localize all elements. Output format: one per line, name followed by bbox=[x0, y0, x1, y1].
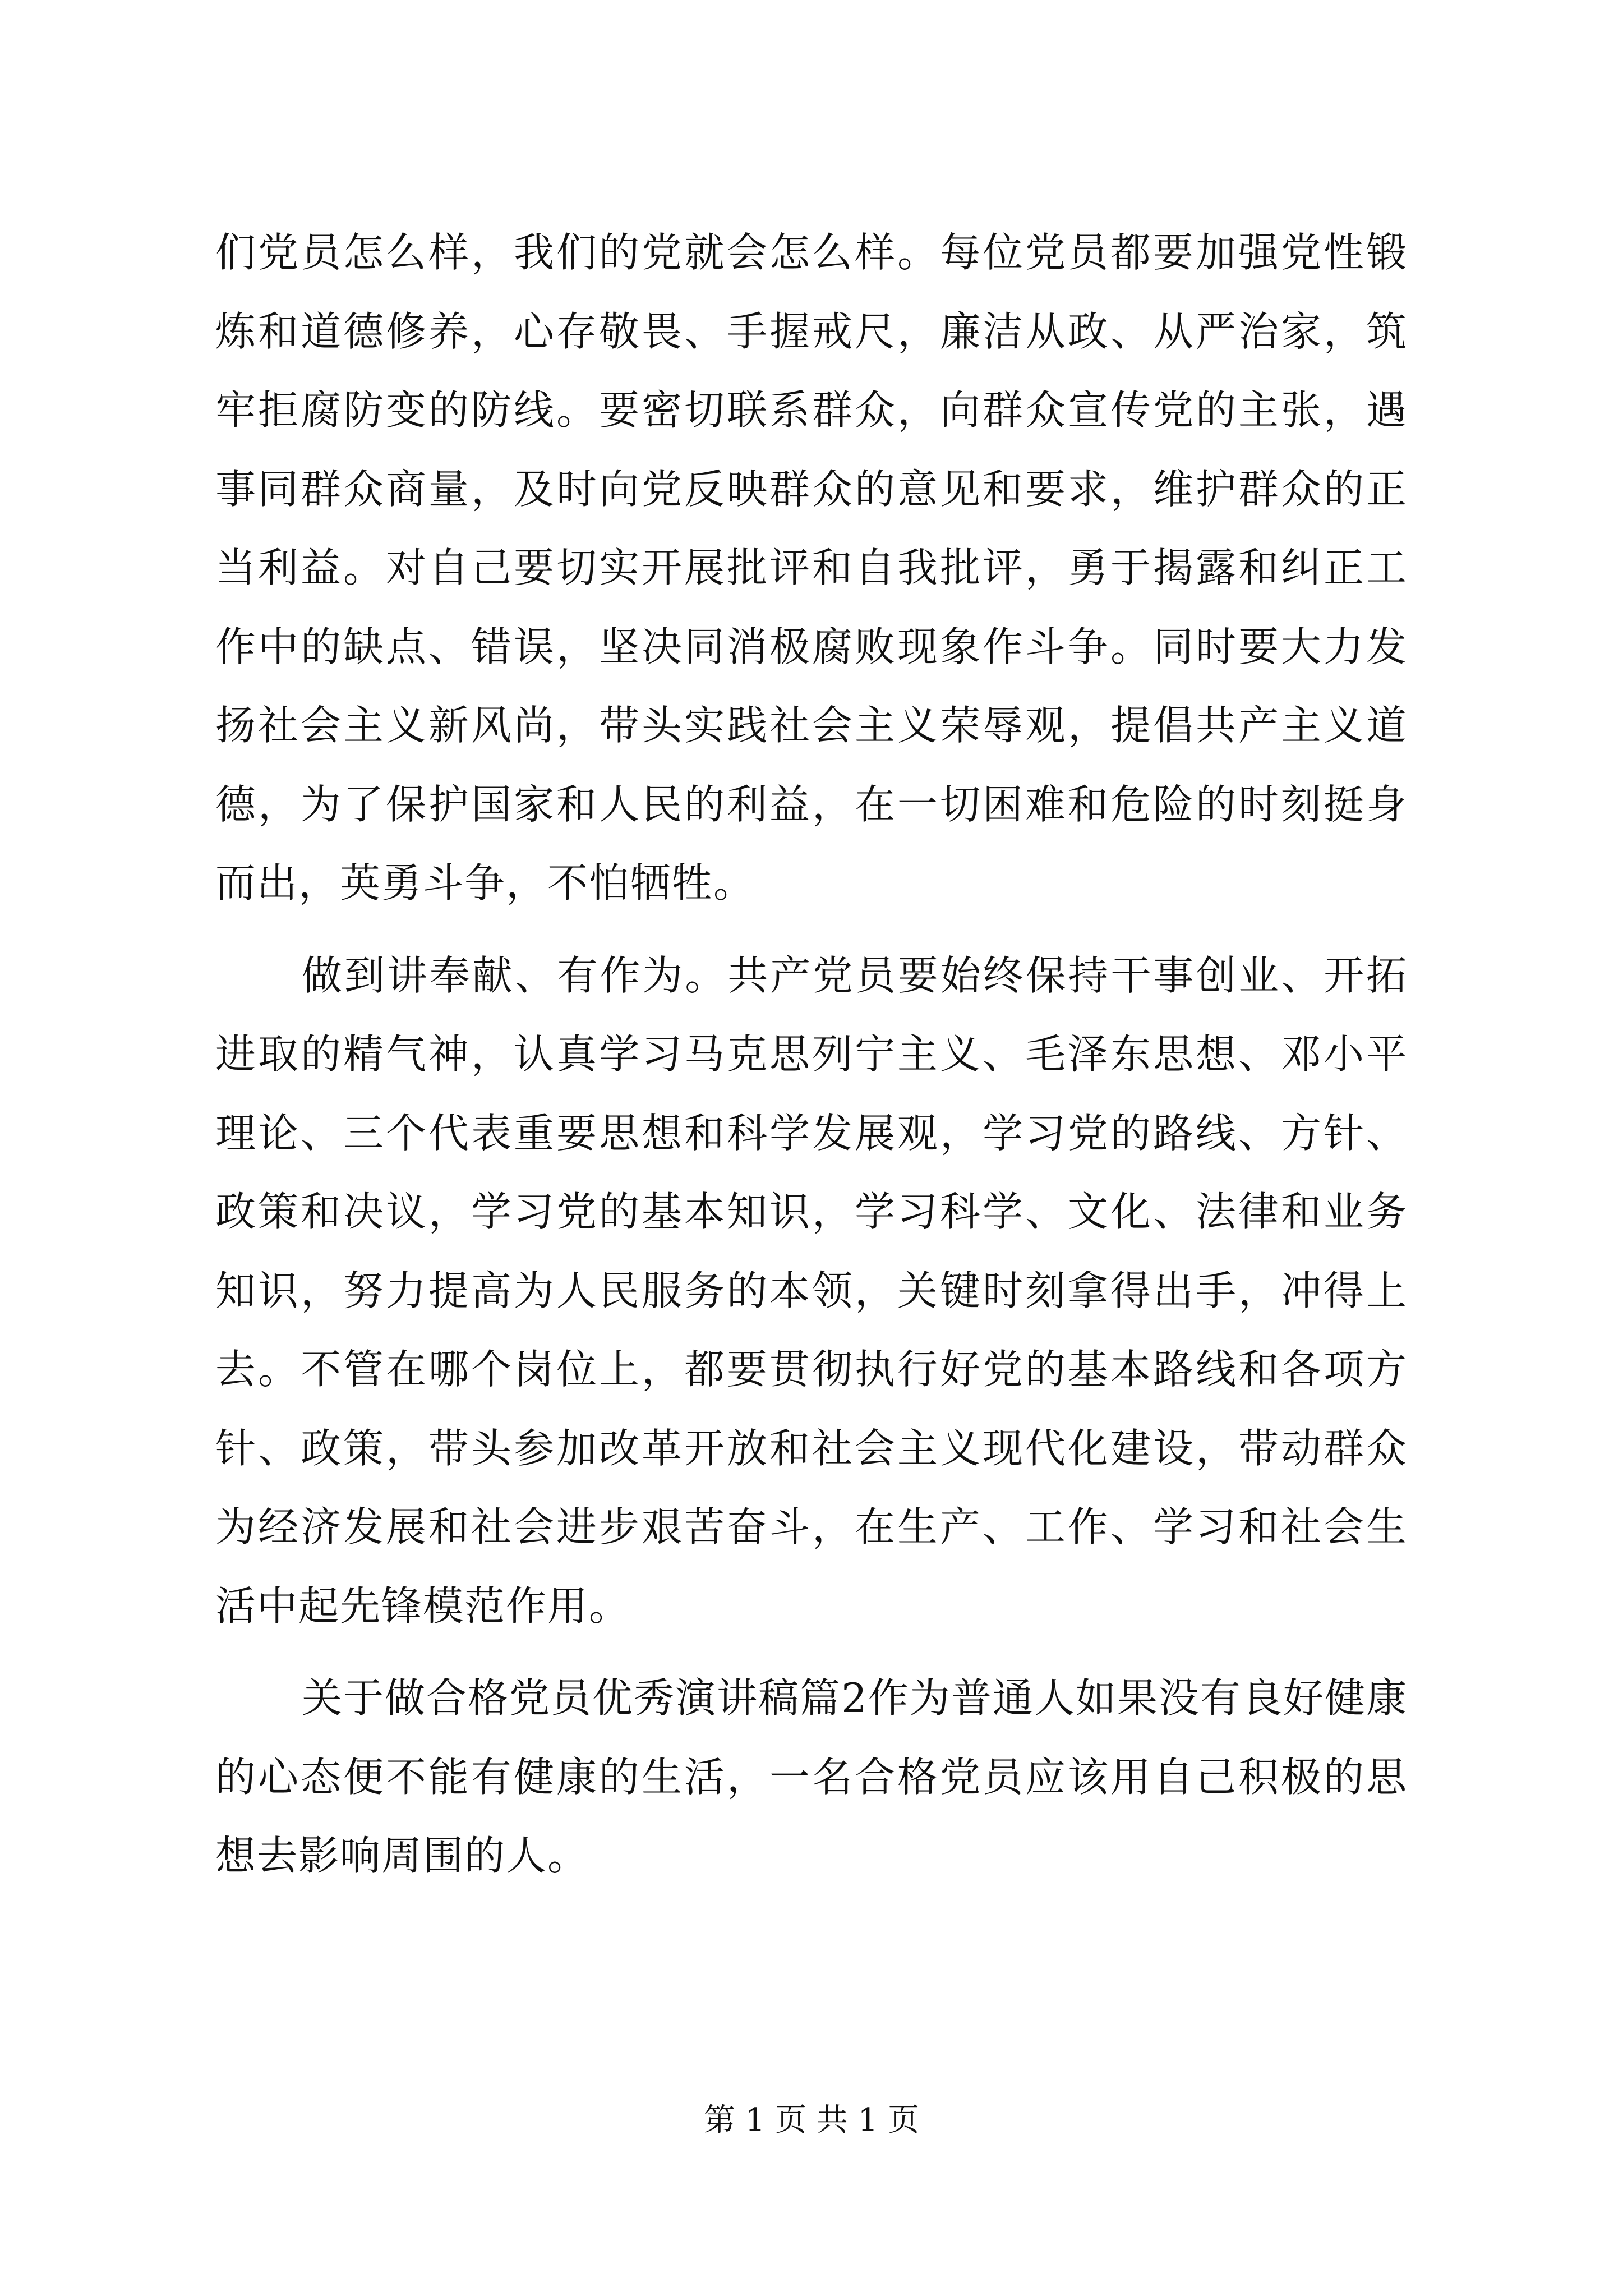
page-footer: 第 1 页 共 1 页 bbox=[703, 2102, 920, 2138]
paragraph-continuation: 们党员怎么样，我们的党就会怎么样。每位党员都要加强党性锻炼和道德修养，心存敬畏、手握戒尺，廉洁从政、从严治家，筑牢拒腐防变的防线。要密切联系群众，向群众宣传党的主张，遇事同群众商量，及时向党反映群众的意见和要求，维护群众的正当利益。对自己要切实开展批评和自我批评，勇于揭露和纠正工作中的缺点、错误，坚决同消极腐败现象作斗争。同时要大力发扬社会主义新风尚，带头实践社会主义荣辱观，提倡共产主义道德，为了保护国家和人民的利益，在一切困难和危险的时刻挺身而出，英勇斗争，不怕牺牲。 bbox=[215, 229, 1408, 907]
document-body bbox=[215, 213, 1408, 1895]
paragraph-contribution: 做到讲奉献、有作为。共产党员要始终保持干事创业、开拓进取的精气神，认真学习马克思列宁主义、毛泽东思想、邓小平理论、三个代表重要思想和科学发展观，学习党的路线、方针、政策和决议，学习党的基本知识，学习科学、文化、法律和业务知识，努力提高为人民服务的本领，关键时刻拿得出手，冲得上去。不管在哪个岗位上，都要贯彻执行好党的基本路线和各项方针、政策，带头参加改革开放和社会主义现代化建设，带动群众为经济发展和社会进步艰苦奋斗，在生产、工作、学习和社会生活中起先锋模范作用。 bbox=[215, 951, 1408, 1630]
paragraph-speech-2: 关于做合格党员优秀演讲稿篇2作为普通人如果没有良好健康的心态便不能有健康的生活，一名合格党员应该用自己积极的思想去影响周围的人。 bbox=[215, 1674, 1408, 1879]
